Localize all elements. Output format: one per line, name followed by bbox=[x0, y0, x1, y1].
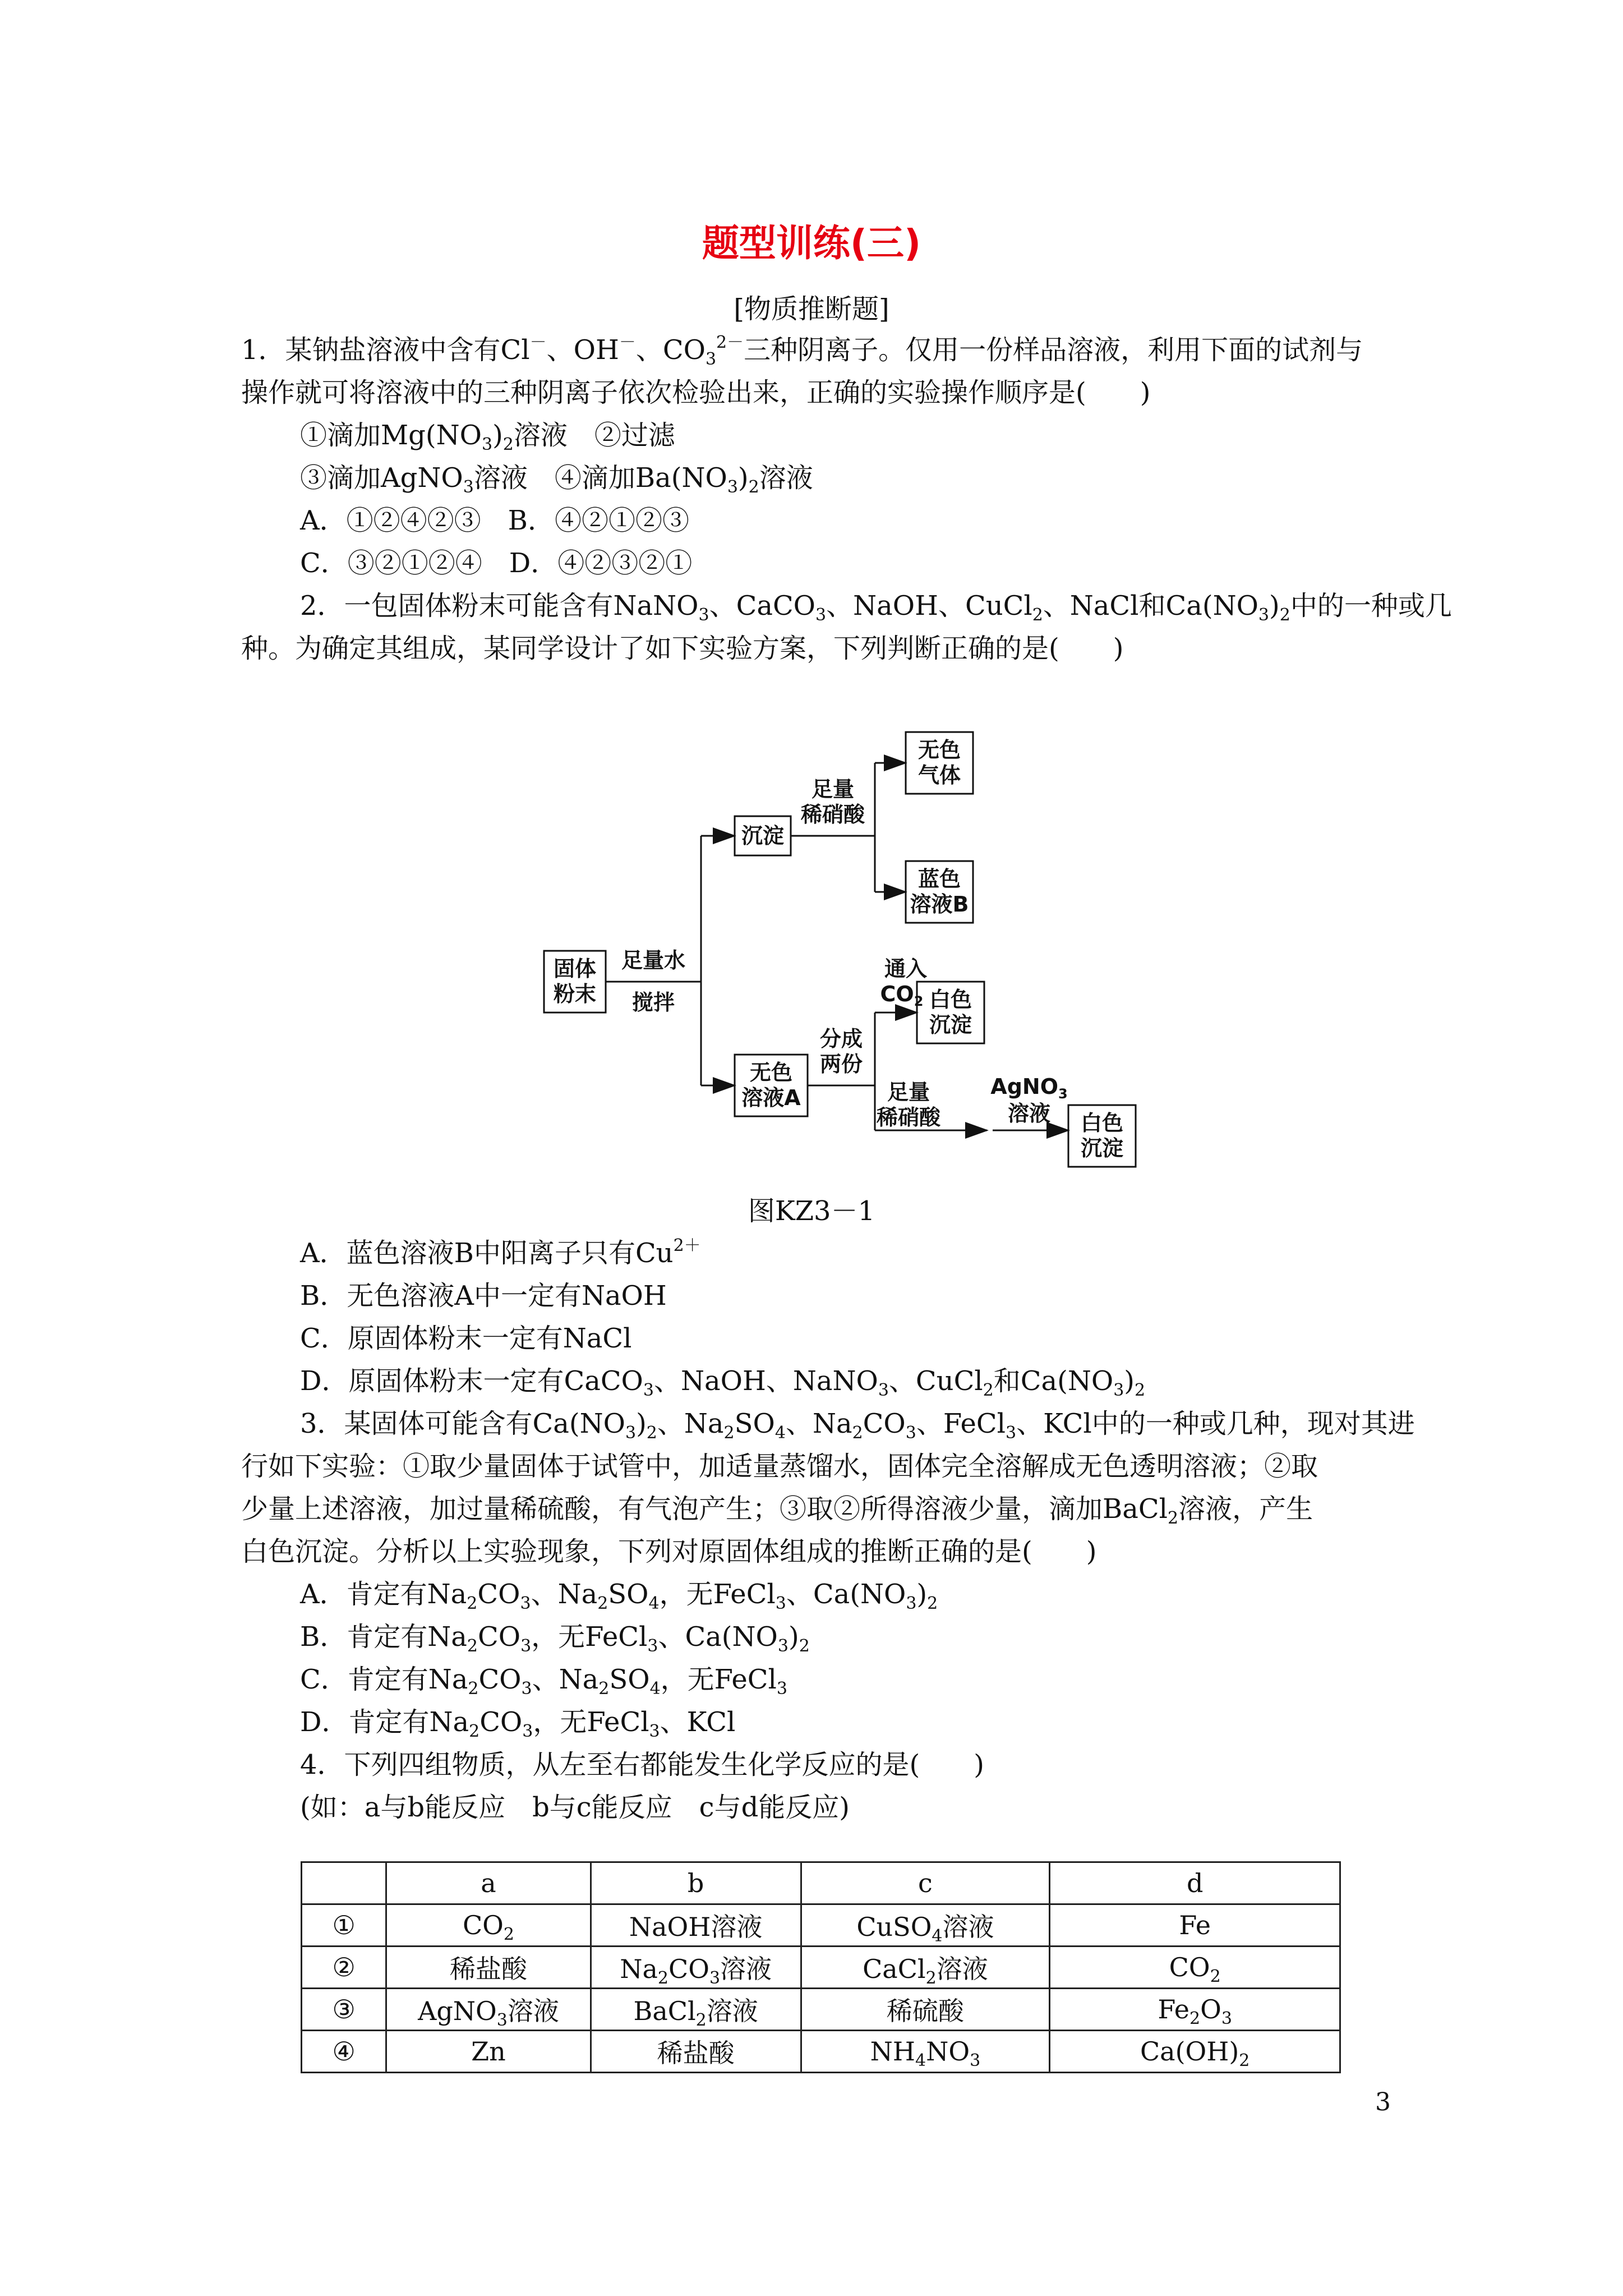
table-row bbox=[302, 1904, 1340, 1947]
q3-option-a: A．肯定有$Na_2CO_3$、$Na_2SO_4$，无FeCl$_3$、$Ca(NO_3)_2$ bbox=[300, 1579, 938, 1613]
page-title: 题型训练(三) bbox=[702, 222, 921, 265]
label-agno3-1: AgNO$_3$ bbox=[990, 1074, 1068, 1102]
table-cell: $Ca(OH)_2$ bbox=[1050, 2031, 1340, 2073]
page-number: 3 bbox=[1375, 2088, 1391, 2116]
q1-operations-2: ③滴加AgNO$_3$溶液 ④滴加$Ba(NO_3)_2$溶液 bbox=[300, 462, 813, 497]
q2-option-b: B．无色溶液A中一定有NaOH bbox=[300, 1280, 667, 1312]
label-sol-a-1: 无色 bbox=[749, 1060, 793, 1085]
label-white1-2: 沉淀 bbox=[929, 1013, 972, 1037]
table-cell: $CO_2$ bbox=[386, 1904, 591, 1947]
q2-option-c: C．原固体粉末一定有NaCl bbox=[300, 1323, 632, 1354]
table-cell: CuSO$_4$溶液 bbox=[801, 1904, 1050, 1947]
label-solid: 固体 bbox=[553, 956, 597, 981]
q4-stem: 4．下列四组物质，从左至右都能发生化学反应的是( ) bbox=[300, 1749, 984, 1780]
q4-table bbox=[301, 1861, 1341, 2073]
q3-option-d: D．肯定有$Na_2CO_3$，无FeCl$_3$、KCl bbox=[300, 1706, 736, 1741]
q1-stem-line1: 1．某钠盐溶液中含有Cl－、OH－、$CO_3^{2-}$三种阴离子。仅用一份样品溶液，利用下面的试剂与 bbox=[241, 333, 1363, 369]
table-cell: $NH_4NO_3$ bbox=[801, 2031, 1050, 2073]
table-cell: NaOH溶液 bbox=[591, 1904, 801, 1947]
q3-stem-line1: 3．某固体可能含有$Ca(NO_3)_2$、$Na_2SO_4$、$Na_2CO_3$、FeCl$_3$、KCl中的一种或几种，现对其进 bbox=[300, 1408, 1415, 1443]
section-subtitle: [物质推断题] bbox=[734, 293, 889, 325]
table-cell: $Fe_2O_3$ bbox=[1050, 1989, 1340, 2031]
label-acid-top-2: 稀硝酸 bbox=[800, 802, 865, 827]
table-cell: ① bbox=[302, 1904, 386, 1947]
label-gas-2: 气体 bbox=[917, 763, 961, 788]
table-cell: BaCl$_2$溶液 bbox=[591, 1989, 801, 2031]
label-co2-1: 通入 bbox=[884, 956, 928, 981]
label-precipitate: 沉淀 bbox=[741, 823, 785, 848]
label-blue-1: 蓝色 bbox=[917, 867, 961, 891]
table-cell: ③ bbox=[302, 1989, 386, 2031]
q4-note: (如：a与b能反应 b与c能反应 c与d能反应) bbox=[300, 1792, 850, 1823]
table-header-row bbox=[302, 1862, 1340, 1904]
table-cell: 稀硫酸 bbox=[801, 1989, 1050, 2031]
q1-stem-line2: 操作就可将溶液中的三种阴离子依次检验出来，正确的实验操作顺序是( ) bbox=[241, 377, 1151, 408]
table-header-cell: c bbox=[801, 1862, 1050, 1904]
table-cell: ④ bbox=[302, 2031, 386, 2073]
table-cell: 稀盐酸 bbox=[386, 1947, 591, 1989]
table-row bbox=[302, 1989, 1340, 2031]
label-powder: 粉末 bbox=[553, 982, 597, 1006]
label-blue-2: 溶液B bbox=[910, 892, 969, 917]
table-cell: Zn bbox=[386, 2031, 591, 2073]
table-header-cell: b bbox=[591, 1862, 801, 1904]
table-header-cell: d bbox=[1050, 1862, 1340, 1904]
label-split-2: 两份 bbox=[819, 1052, 863, 1076]
table-cell: 稀盐酸 bbox=[591, 2031, 801, 2073]
table-row bbox=[302, 1947, 1340, 1989]
table-header-cell: a bbox=[386, 1862, 591, 1904]
q1-choices-ab: A．①②④②③ B．④②①②③ bbox=[300, 505, 689, 536]
q2-stem-line2: 种。为确定其组成，某同学设计了如下实验方案，下列判断正确的是( ) bbox=[241, 633, 1124, 664]
q1-choices-cd: C．③②①②④ D．④②③②① bbox=[300, 547, 693, 579]
label-co2-2: $CO_2$ bbox=[880, 982, 924, 1009]
q3-option-c: C．肯定有$Na_2CO_3$、$Na_2SO_4$，无FeCl$_3$ bbox=[300, 1664, 787, 1699]
table-cell: CaCl$_2$溶液 bbox=[801, 1947, 1050, 1989]
table-row bbox=[302, 2031, 1340, 2073]
label-white1-1: 白色 bbox=[929, 987, 972, 1012]
label-acid-top-1: 足量 bbox=[811, 777, 855, 802]
table-header-cell bbox=[302, 1862, 386, 1904]
label-agno3-2: 溶液 bbox=[1007, 1101, 1051, 1126]
label-stir: 搅拌 bbox=[631, 990, 675, 1015]
q3-option-b: B．肯定有$Na_2CO_3$，无FeCl$_3$、$Ca(NO_3)_2$ bbox=[300, 1621, 810, 1656]
q2-option-a: A．蓝色溶液B中阳离子只有$Cu^{2+}$ bbox=[300, 1236, 701, 1269]
label-white2-2: 沉淀 bbox=[1080, 1136, 1124, 1161]
label-split-1: 分成 bbox=[819, 1027, 863, 1051]
q3-stem-line3: 少量上述溶液，加过量稀硫酸，有气泡产生；③取②所得溶液少量，滴加BaCl$_2$溶液，产生 bbox=[241, 1493, 1313, 1528]
label-white2-1: 白色 bbox=[1080, 1111, 1124, 1135]
figure-caption: 图KZ3－1 bbox=[748, 1195, 875, 1227]
q3-stem-line4: 白色沉淀。分析以上实验现象，下列对原固体组成的推断正确的是( ) bbox=[241, 1536, 1097, 1567]
q1-operations-1: ①滴加$Mg(NO_3)_2$溶液 ②过滤 bbox=[300, 420, 675, 454]
q2-option-d: D．原固体粉末一定有CaCO$_3$、NaOH、NaNO$_3$、CuCl$_2$和$Ca(NO_3)_2$ bbox=[300, 1365, 1146, 1400]
label-gas-1: 无色 bbox=[917, 738, 961, 762]
q3-stem-line2: 行如下实验：①取少量固体于试管中，加适量蒸馏水，固体完全溶解成无色透明溶液；②取 bbox=[241, 1451, 1318, 1482]
table-cell: Fe bbox=[1050, 1904, 1340, 1947]
table-cell: AgNO$_3$溶液 bbox=[386, 1989, 591, 2031]
table-cell: $CO_2$ bbox=[1050, 1947, 1340, 1989]
label-acid-bot-1: 足量 bbox=[887, 1080, 930, 1105]
label-acid-bot-2: 稀硝酸 bbox=[876, 1105, 941, 1130]
label-water: 足量水 bbox=[621, 948, 686, 973]
q2-stem-line1: 2．一包固体粉末可能含有NaNO$_3$、CaCO$_3$、NaOH、CuCl$_2$、NaCl和$Ca(NO_3)_2$中的一种或几 bbox=[300, 590, 1452, 625]
label-sol-a-2: 溶液A bbox=[741, 1085, 801, 1110]
table-cell: $Na_2CO_3$溶液 bbox=[591, 1947, 801, 1989]
flow-diagram bbox=[538, 712, 1155, 1184]
table-cell: ② bbox=[302, 1947, 386, 1989]
